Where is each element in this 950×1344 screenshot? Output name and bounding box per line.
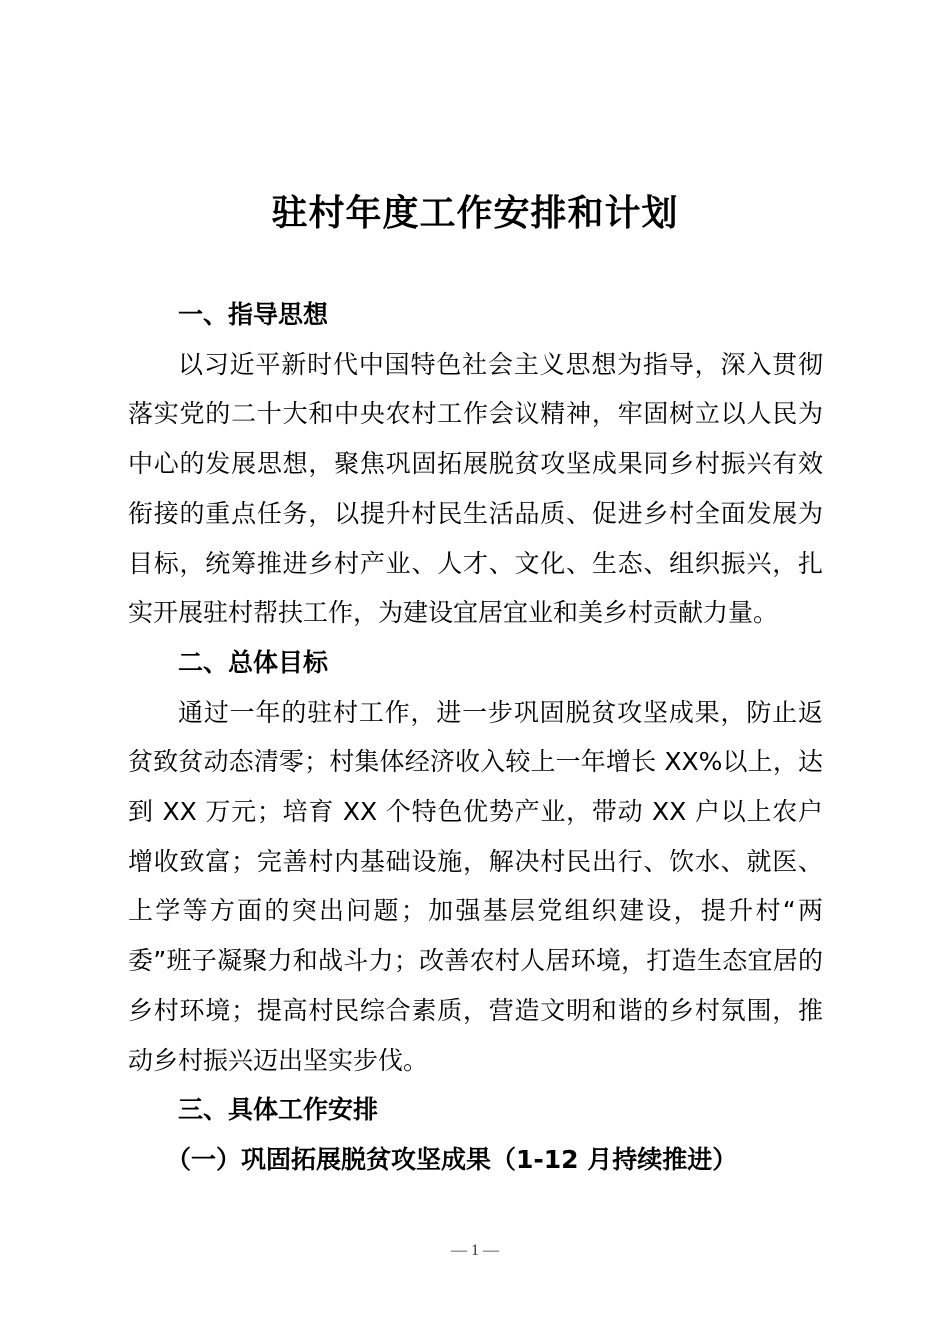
page-number: — 1 — [451, 1242, 499, 1259]
section-paragraph-guiding-ideology: 以习近平新时代中国特色社会主义思想为指导，深入贯彻落实党的二十大和中央农村工作会议精神，牢固树立以人民为中心的发展思想，聚焦巩固拓展脱贫攻坚成果同乡村振兴有效衔接的重点任务，以提升村民生活品质、促进乡村全面发展为目标，统筹推进乡村产业、人才、文化、生态、组织振兴，扎实开展驻村帮扶工作，为建设宜居宜业和美乡村贡献力量。 [128, 349, 823, 628]
section-heading-overall-goals: 二、总体目标 [178, 647, 329, 677]
document-body [128, 290, 823, 1185]
section-heading-work-arrangements: 三、具体工作安排 [178, 1095, 379, 1125]
subsection-heading-consolidate-results: （一）巩固拓展脱贫攻坚成果（1-12 月持续推进） [166, 1144, 738, 1174]
section-paragraph-overall-goals: 通过一年的驻村工作，进一步巩固脱贫攻坚成果，防止返贫致贫动态清零；村集体经济收入较上一年增长 XX%以上，达到 XX 万元；培育 XX 个特色优势产业，带动 XX 户以上农户增收致富；完善村内基础设施，解决村民出行、饮水、就医、上学等方面的突出问题；加强基层党组织建设，提升村“两委”班子凝聚力和战斗力；改善农村人居环境，打造生态宜居的乡村环境；提高村民综合素质，营造文明和谐的乡村氛围，推动乡村振兴迈出坚实步伐。 [128, 697, 823, 1075]
document-title: 驻村年度工作安排和计划 [271, 193, 679, 234]
section-heading-guiding-ideology: 一、指导思想 [178, 300, 329, 329]
